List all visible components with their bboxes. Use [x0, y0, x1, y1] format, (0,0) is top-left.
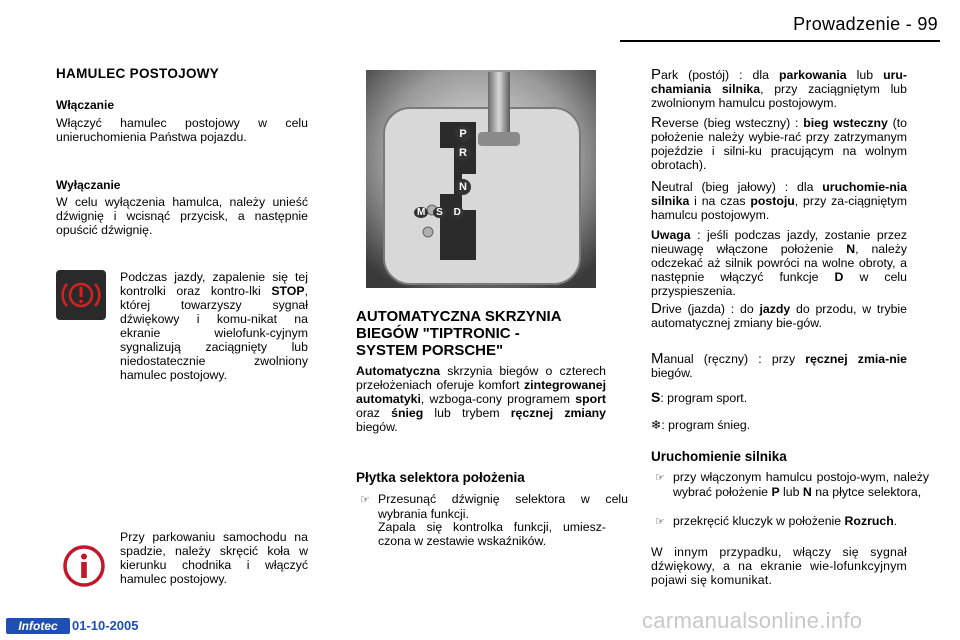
selector-note: Zapala się kontrolka funkcji, umiesz-czona w zestawie wskaźników.: [378, 520, 606, 548]
release-text: W celu wyłączenia hamulca, należy unieść dźwignię i wcisnąć przycisk, a następnie opuścić dźwignię.: [56, 195, 308, 237]
selector-bullet: ☞ Przesunąć dźwignię selektora w celu wybrania funkcji.: [356, 492, 628, 521]
drive-text: Drive (jazda) : do jazdy do przodu, w trybie automatycznej zmiany bie-gów.: [651, 300, 907, 330]
sport-text: S: program sport.: [651, 389, 748, 405]
header-rule: [620, 40, 940, 42]
release-heading: Wyłączanie: [56, 178, 121, 192]
gear-n: N: [455, 179, 471, 195]
brake-warning-lamp: [56, 270, 106, 320]
engage-heading: Włączanie: [56, 98, 115, 112]
snow-text: ❄: program śnieg.: [651, 418, 751, 432]
infotec-logo: Infotec: [6, 618, 70, 634]
hand-bullet-icon: ☞: [655, 515, 665, 528]
start-bullet-2: ☞ przekręcić kluczyk w położenie Rozruch.: [651, 514, 929, 529]
gear-letters: [455, 126, 471, 195]
gear-letters-side: [414, 206, 464, 219]
hand-bullet-icon: ☞: [655, 471, 665, 484]
selector-title: Płytka selektora położenia: [356, 470, 525, 485]
manual-text: Manual (ręczny) : przy ręcznej zmia-nie biegów.: [651, 350, 907, 380]
warning-text-top: Podczas jazdy, zapalenie się tej kontrolki oraz kontro-lki STOP, której towarzyszy sygnał dźwiękowy i komu-nikat na ekranie wielofunk-cyjnym sygnalizują zaciągnięty lub niedostatecznie zwolniony hamulec postojowy.: [120, 270, 308, 382]
engage-text: Włączyć hamulec postojowy w celu unieruchomienia Państwa pojazdu.: [56, 116, 308, 144]
warning-note: Uwaga : jeśli podczas jazdy, zostanie przez nieuwagę włączone położenie N, należy odczekać aż silnik powróci na wolne obroty, a następnie włączyć funkcje D w celu przyspieszenia.: [651, 228, 907, 298]
info-text: Przy parkowaniu samochodu na spadzie, należy skręcić koła w kierunku chodnika i włączyć hamulec postojowy.: [120, 530, 308, 586]
gear-selector-photo: [366, 70, 596, 288]
gear-d: D: [451, 207, 464, 218]
snowflake-icon: ❄: [651, 418, 662, 432]
hand-bullet-icon: ☞: [360, 493, 370, 506]
parking-brake-title: HAMULEC POSTOJOWY: [56, 66, 220, 81]
gear-p: P: [455, 126, 471, 142]
reverse-text: Reverse (bieg wsteczny) : bieg wsteczny (to położenie należy wybie-rać przy zatrzymanym pojeździe i silni-ku pracującym na wolnym obrotach).: [651, 114, 908, 172]
info-icon: [62, 544, 106, 588]
start-bullet-1: ☞ przy włączonym hamulcu postojo-wym, należy wybrać położenie P lub N na płytce selektora,: [651, 470, 929, 499]
other-case-text: W innym przypadku, włączy się sygnał dźwiękowy, a na ekranie wie-lofunkcyjnym pojawi się komunikat.: [651, 545, 907, 587]
gear-s: S: [433, 207, 446, 218]
watermark: carmanualsonline.info: [642, 608, 863, 633]
engine-start-title: Uruchomienie silnika: [651, 449, 787, 464]
footer-date: 01-10-2005: [72, 618, 139, 633]
neutral-text: Neutral (bieg jałowy) : dla uruchomie-nia silnika i na czas postoju, przy za-ciągniętym hamulcu postojowym.: [651, 178, 907, 222]
gearbox-title: AUTOMATYCZNA SKRZYNIA BIEGÓW "TIPTRONIC - SYSTEM PORSCHE": [356, 308, 562, 359]
brake-warning-icon: [56, 270, 106, 320]
page-title: Prowadzenie - 99: [793, 14, 938, 34]
park-text: Park (postój) : dla parkowania lub uru-chamiania silnika, przy zaciągniętym lub zwolnionym hamulcu postojowym.: [651, 66, 907, 110]
gear-m: M: [414, 207, 428, 218]
gearbox-intro: Automatyczna skrzynia biegów o czterech przełożeniach oferuje komfort zintegrowanej automatyki, wzboga-cony programem sport oraz śnieg lub trybem ręcznej zmiany biegów.: [356, 364, 607, 434]
gear-r: R: [455, 145, 471, 161]
